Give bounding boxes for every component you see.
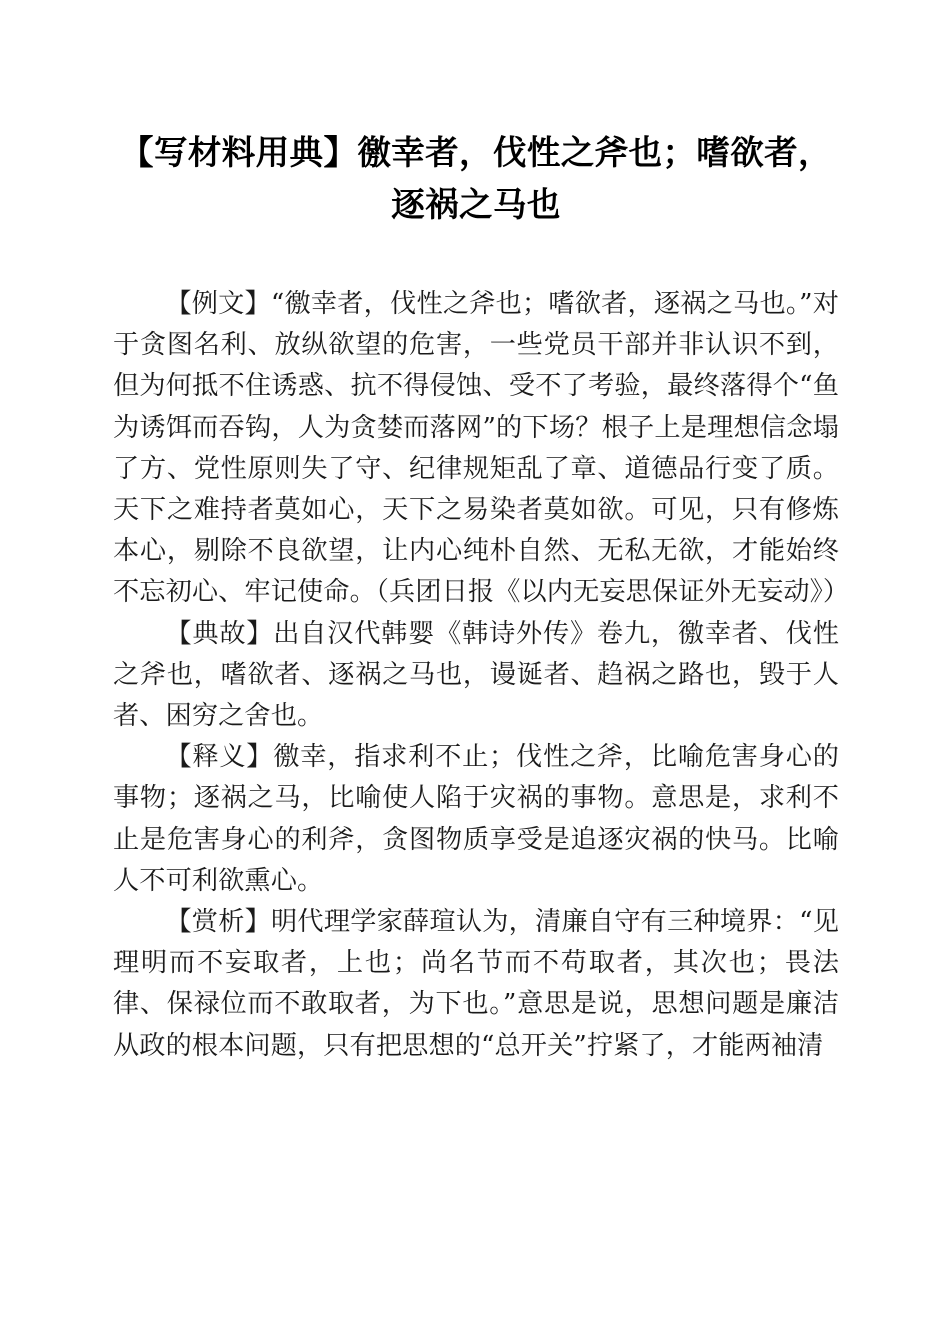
page-title: 【写材料用典】徼幸者，伐性之斧也；嗜欲者，逐祸之马也 [120,135,832,224]
paragraph-shiyi: 【释义】徼幸，指求利不止；伐性之斧，比喻危害身心的事物；逐祸之马，比喻使人陷于灾祸的事物。意思是，求利不止是危害身心的利斧，贪图物质享受是追逐灾祸的快马。比喻人不可利欲熏心。 [113,742,839,896]
document-content [113,0,850,1067]
document-body [113,284,850,1067]
paragraph-diangu: 【典故】出自汉代韩婴《韩诗外传》卷九，徼幸者、伐性之斧也，嗜欲者、逐祸之马也，谩诞者、趋祸之路也，毁于人者、困穷之舍也。 [113,618,839,732]
paragraph-shangxi: 【赏析】明代理学家薛瑄认为，清廉自守有三种境界：“见理明而不妄取者，上也；尚名节而不苟取者，其次也；畏法律、保禄位而不敢取者，为下也。”意思是说，思想问题是廉洁从政的根本问题，只有把思想的“总开关”拧紧了，才能两袖清 [113,907,839,1061]
paragraph-liwen: 【例文】“徼幸者，伐性之斧也；嗜欲者，逐祸之马也。”对于贪图名利、放纵欲望的危害，一些党员干部并非认识不到，但为何抵不住诱惑、抗不得侵蚀、受不了考验，最终落得个“鱼为诱饵而吞钩，人为贪婪而落网”的下场？根子上是理想信念塌了方、党性原则失了守、纪律规矩乱了章、道德品行变了质。天下之难持者莫如心，天下之易染者莫如欲。可见，只有修炼本心，剔除不良欲望，让内心纯朴自然、无私无欲，才能始终不忘初心、牢记使命。（兵团日报《以内无妄思保证外无妄动》） [113,289,850,608]
